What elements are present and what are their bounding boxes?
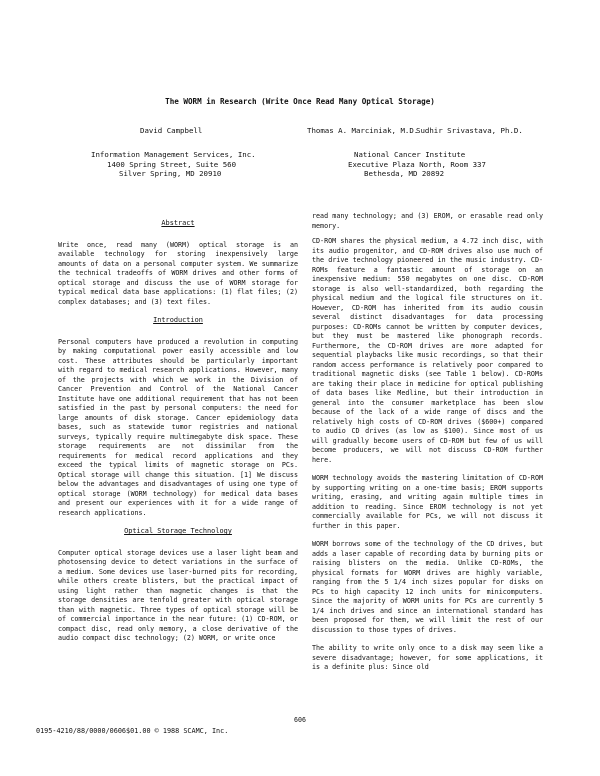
- introduction-text: Personal computers have produced a revolution in computing by making computational power easily accessible and low cost. These attributes should be particularly important with regard to medical research applications. However, many of the projects with which we work in the Division of Cancer Prevention and Control of the National Cancer Institute have one additional requirement that has not been satisfied in the past by personal computers: the need for large amounts of disk storage. Cancer epidemiology data bases, such as statewide tumor registries and national surveys, typically require multimegabyte disk space. These storage requirements are not dissimilar from the requirements for medical record applications and they exceed the typical limits of magnetic storage on PCs. Optical storage will change this situation. [1] We discuss below the advantages and disadvantages of using one type of optical storage (WORM technology) for medical data bases and present our experiences with it for a wide range of research applications.: [58, 337, 298, 517]
- page-number: 606: [294, 716, 306, 724]
- right-paragraph: CD-ROM shares the physical medium, a 4.72 inch disc, with its audio progenitor, and CD-ROM drives also use much of the drive technology pioneered in the music industry. CD-ROMs feature a fantastic amount of storage on an inexpensive medium: 550 megabytes on one disc. CD-ROM storage is also well-standardized, both regarding the physical medium and the logical file structures on it. However, CD-ROM has inherited from its audio cousin several distinct disadvantages for data processing purposes: CD-ROMs cannot be written by computer devices, but they must be mastered like phonograph records. Furthermore, the CD-ROM drives are more adapted for sequential playbacks like music recordings, so that their random access performance is relatively poor compared to traditional magnetic disks (see Table 1 below). CD-ROMs are taking their place in medicine for optical publishing of data bases like Medline, but their introduction in general into the consumer marketplace has been slow because of the lack of a wide range of discs and the relatively high costs of CD-ROM drives ($600+) compared to audio CD drives (as low as $100). Since most of us will gradually become users of CD-ROM but few of us will become producers, we will not discuss CD-ROM further here.: [312, 237, 543, 464]
- paper-title: The WORM in Research (Write Once Read Many Optical Storage): [165, 97, 435, 106]
- optical-storage-text: Computer optical storage devices use a laser light beam and photosensing device to detect variations in the surface of a medium. Some devices use laser-burned pits for recording, while others create blisters, but the practical impact of using light rather than magnetic changes is that the storage densities are tenfold greater with optical storage than with magnetic. Three types of optical storage will be of commercial importance in the near future: (1) CD-ROM, or compact disc, read only memory, a close derivative of the audio compact disc technology; (2) WORM, or write once: [58, 548, 298, 642]
- author-campbell: David Campbell: [140, 126, 203, 135]
- affiliation-left: [91, 150, 256, 179]
- left-column: [58, 211, 298, 653]
- author-srivastava: Sudhir Srivastava, Ph.D.: [416, 126, 523, 135]
- author-marciniak: Thomas A. Marciniak, M.D.: [307, 126, 419, 135]
- abstract-heading: Abstract: [161, 219, 195, 227]
- affiliation-left-line: 1400 Spring Street, Suite 560: [107, 159, 237, 169]
- right-paragraph: WORM borrows some of the technology of the CD drives, but adds a laser capable of recording data by burning pits or raising blisters on the media. Unlike CD-ROMs, the physical formats for WORM drives are highly variable, ranging from the 5 1/4 inch sizes popular for disks on PCs to high capacity 12 inch units for minicomputers. Since the majority of WORM units for PCs are currently 5 1/4 inch drives and since an international standard has been proposed for them, we will limit the rest of our discussion to those types of drives.: [312, 540, 543, 634]
- right-paragraph: WORM technology avoids the mastering limitation of CD-ROM by supporting writing on a one-time basis; EROM supports writing, erasing, and writing again multiple times in addition to reading. Since EROM technology is not yet commercially available for PCs, we will not discuss it further in this paper.: [312, 474, 543, 530]
- optical-storage-heading: Optical Storage Technology: [124, 527, 232, 535]
- introduction-heading: Introduction: [153, 316, 203, 324]
- affiliation-left-line: Silver Spring, MD 20910: [119, 169, 222, 178]
- affiliation-right-line: National Cancer Institute: [354, 150, 466, 159]
- affiliation-right-line: Executive Plaza North, Room 337: [348, 159, 486, 169]
- copyright-footer: 0195-4210/88/0000/0606$01.00 © 1988 SCAMC, Inc.: [36, 727, 229, 735]
- right-paragraph: read many technology; and (3) EROM, or erasable read only memory.: [312, 212, 543, 230]
- affiliation-right-line: Bethesda, MD 20892: [364, 169, 445, 178]
- abstract-text: Write once, read many (WORM) optical storage is an available technology for storing inexpensively large amounts of data on a personal computer system. We summarize the technical tradeoffs of WORM drives and other forms of optical storage and discuss the use of WORM storage for typical medical data base applications: (1) flat files; (2) complex databases; and (3) text files.: [58, 240, 298, 306]
- affiliation-right: [348, 150, 486, 179]
- right-column: [312, 212, 543, 682]
- affiliation-left-line: Information Management Services, Inc.: [91, 150, 256, 159]
- right-paragraph: The ability to write only once to a disk may seem like a severe disadvantage; however, for some applications, it is a definite plus: Since old: [312, 644, 543, 671]
